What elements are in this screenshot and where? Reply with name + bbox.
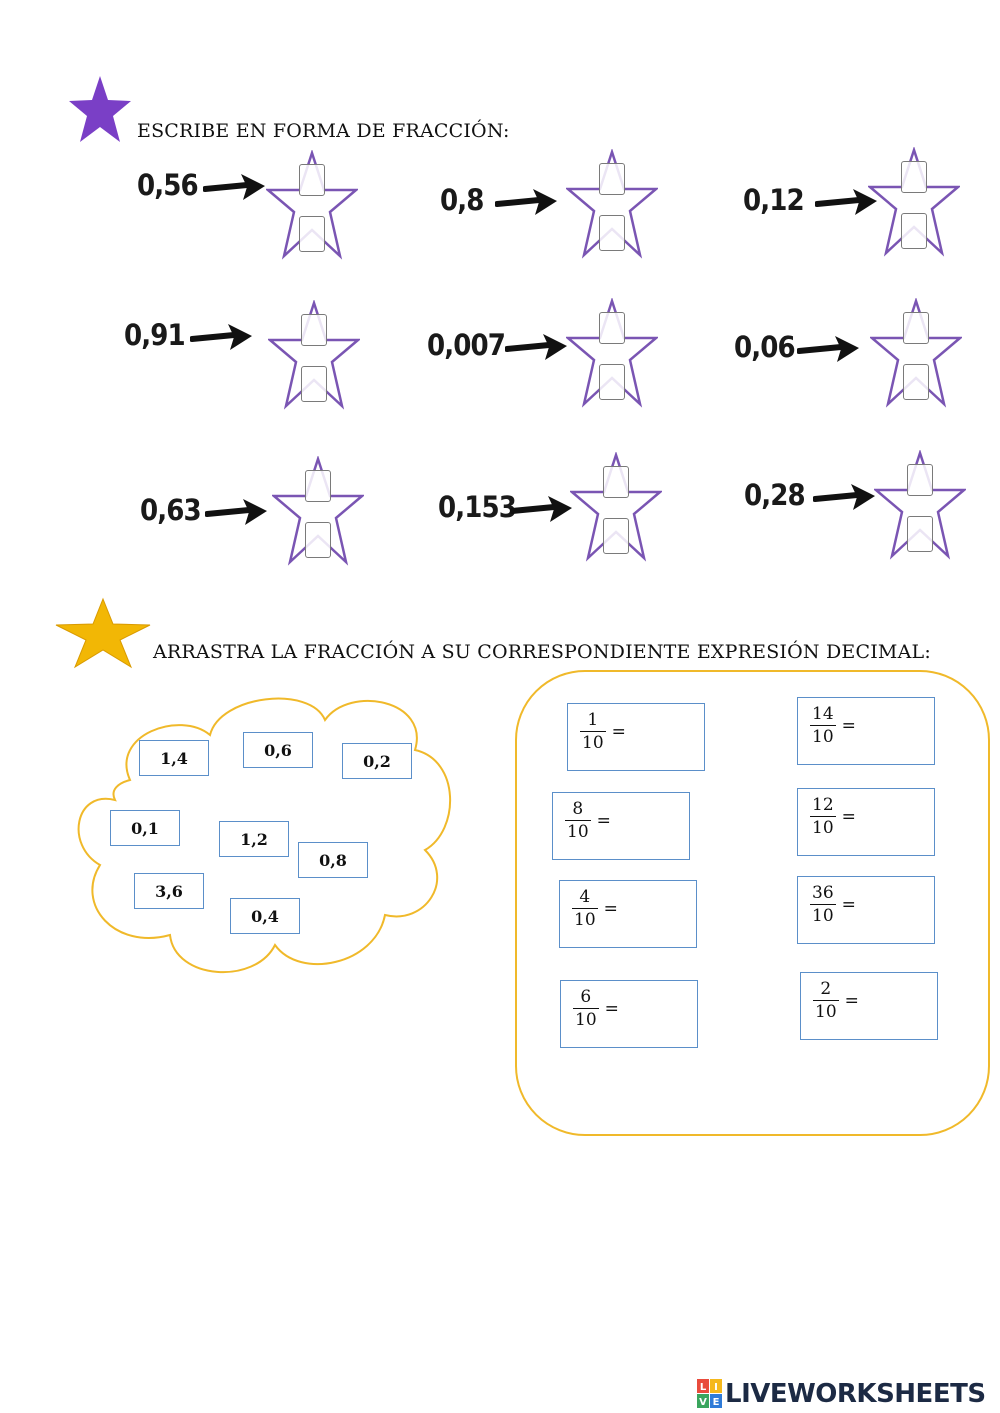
decimal-value: 0,8 [440, 183, 484, 217]
arrow-right-icon [203, 172, 267, 202]
fraction-expression [580, 710, 626, 753]
draggable-decimal-chip[interactable]: 0,6 [243, 732, 313, 768]
decimal-value: 0,153 [438, 490, 517, 524]
fraction-denominator: 10 [575, 1010, 597, 1030]
numerator-answer-box[interactable] [301, 314, 327, 346]
arrow-right-icon [510, 494, 574, 524]
fraction-denominator: 10 [815, 1002, 837, 1022]
denominator-answer-box[interactable] [599, 215, 625, 251]
denominator-answer-box[interactable] [901, 213, 927, 249]
fraction [813, 979, 839, 1022]
numerator-answer-box[interactable] [299, 164, 325, 196]
denominator-answer-box[interactable] [599, 364, 625, 400]
fraction-expression [813, 979, 859, 1022]
denominator-answer-box[interactable] [301, 366, 327, 402]
numerator-answer-box[interactable] [907, 464, 933, 496]
draggable-decimal-chip[interactable]: 1,4 [139, 740, 209, 776]
equals-sign: = [841, 715, 856, 736]
numerator-answer-box[interactable] [603, 466, 629, 498]
fraction-denominator: 10 [567, 822, 589, 842]
fraction-expression [810, 704, 856, 747]
numerator-answer-box[interactable] [901, 161, 927, 193]
equals-sign: = [611, 721, 626, 742]
fraction [573, 987, 599, 1030]
fraction-drop-box[interactable] [797, 876, 935, 944]
decimal-value: 0,12 [743, 183, 804, 217]
logo-text: LIVEWORKSHEETS [725, 1379, 986, 1409]
fraction-numerator: 2 [820, 979, 832, 999]
fraction [580, 710, 606, 753]
numerator-answer-box[interactable] [599, 312, 625, 344]
fraction-numerator: 8 [572, 799, 584, 819]
liveworksheets-logo [697, 1376, 986, 1412]
fraction-denominator: 10 [574, 910, 596, 930]
draggable-decimal-chip[interactable]: 3,6 [134, 873, 204, 909]
denominator-answer-box[interactable] [907, 516, 933, 552]
denominator-answer-box[interactable] [299, 216, 325, 252]
draggable-decimal-chip[interactable]: 0,8 [298, 842, 368, 878]
decimal-value: 0,63 [140, 493, 201, 527]
decimal-value: 0,28 [744, 478, 805, 512]
fraction-numerator: 14 [812, 704, 834, 724]
arrow-right-icon [505, 332, 569, 362]
numerator-answer-box[interactable] [305, 470, 331, 502]
section1-heading: ESCRIBE EN FORMA DE FRACCIÓN: [137, 120, 510, 142]
equals-sign: = [603, 898, 618, 919]
logo-letter: V [699, 1397, 707, 1408]
fraction-drop-box[interactable] [797, 697, 935, 765]
fraction-expression [572, 887, 618, 930]
fraction [810, 883, 836, 926]
fraction-numerator: 6 [580, 987, 592, 1007]
denominator-answer-box[interactable] [305, 522, 331, 558]
decimal-value: 0,56 [137, 168, 198, 202]
equals-sign: = [841, 894, 856, 915]
purple-star-icon [68, 74, 132, 144]
arrow-right-icon [813, 482, 877, 512]
denominator-answer-box[interactable] [603, 518, 629, 554]
draggable-decimal-chip[interactable]: 0,2 [342, 743, 412, 779]
logo-letter: I [714, 1382, 718, 1393]
fraction-denominator: 10 [812, 727, 834, 747]
equals-sign: = [604, 998, 619, 1019]
fraction [810, 795, 836, 838]
equals-sign: = [596, 810, 611, 831]
fraction-drop-box[interactable] [567, 703, 705, 771]
fraction-denominator: 10 [582, 733, 604, 753]
equals-sign: = [844, 990, 859, 1011]
fraction-drop-box[interactable] [797, 788, 935, 856]
fraction-expression [565, 799, 611, 842]
fraction-denominator: 10 [812, 818, 834, 838]
fraction [810, 704, 836, 747]
fraction [565, 799, 591, 842]
section2-heading: ARRASTRA LA FRACCIÓN A SU CORRESPONDIENTE EXPRESIÓN DECIMAL: [153, 641, 931, 663]
fraction-drop-box[interactable] [559, 880, 697, 948]
fraction-drop-box[interactable] [560, 980, 698, 1048]
fraction-numerator: 1 [587, 710, 599, 730]
fraction [572, 887, 598, 930]
arrow-right-icon [190, 322, 254, 352]
arrow-right-icon [205, 497, 269, 527]
numerator-answer-box[interactable] [599, 163, 625, 195]
decimal-value: 0,007 [427, 328, 506, 362]
fraction-denominator: 10 [812, 906, 834, 926]
draggable-decimal-chip[interactable]: 0,1 [110, 810, 180, 846]
fraction-expression [810, 795, 856, 838]
numerator-answer-box[interactable] [903, 312, 929, 344]
yellow-star-icon [54, 597, 152, 669]
decimal-value: 0,06 [734, 330, 795, 364]
draggable-decimal-chip[interactable]: 0,4 [230, 898, 300, 934]
fraction-expression [573, 987, 619, 1030]
fraction-numerator: 36 [812, 883, 834, 903]
fraction-numerator: 12 [812, 795, 834, 815]
logo-letter: E [712, 1397, 720, 1408]
fraction-numerator: 4 [579, 887, 591, 907]
arrow-right-icon [495, 187, 559, 217]
logo-letter: L [699, 1382, 707, 1393]
fraction-drop-box[interactable] [552, 792, 690, 860]
logo-blocks-icon [697, 1379, 723, 1409]
draggable-decimal-chip[interactable]: 1,2 [219, 821, 289, 857]
fraction-expression [810, 883, 856, 926]
fraction-drop-box[interactable] [800, 972, 938, 1040]
denominator-answer-box[interactable] [903, 364, 929, 400]
arrow-right-icon [797, 334, 861, 364]
decimal-value: 0,91 [124, 318, 185, 352]
equals-sign: = [841, 806, 856, 827]
